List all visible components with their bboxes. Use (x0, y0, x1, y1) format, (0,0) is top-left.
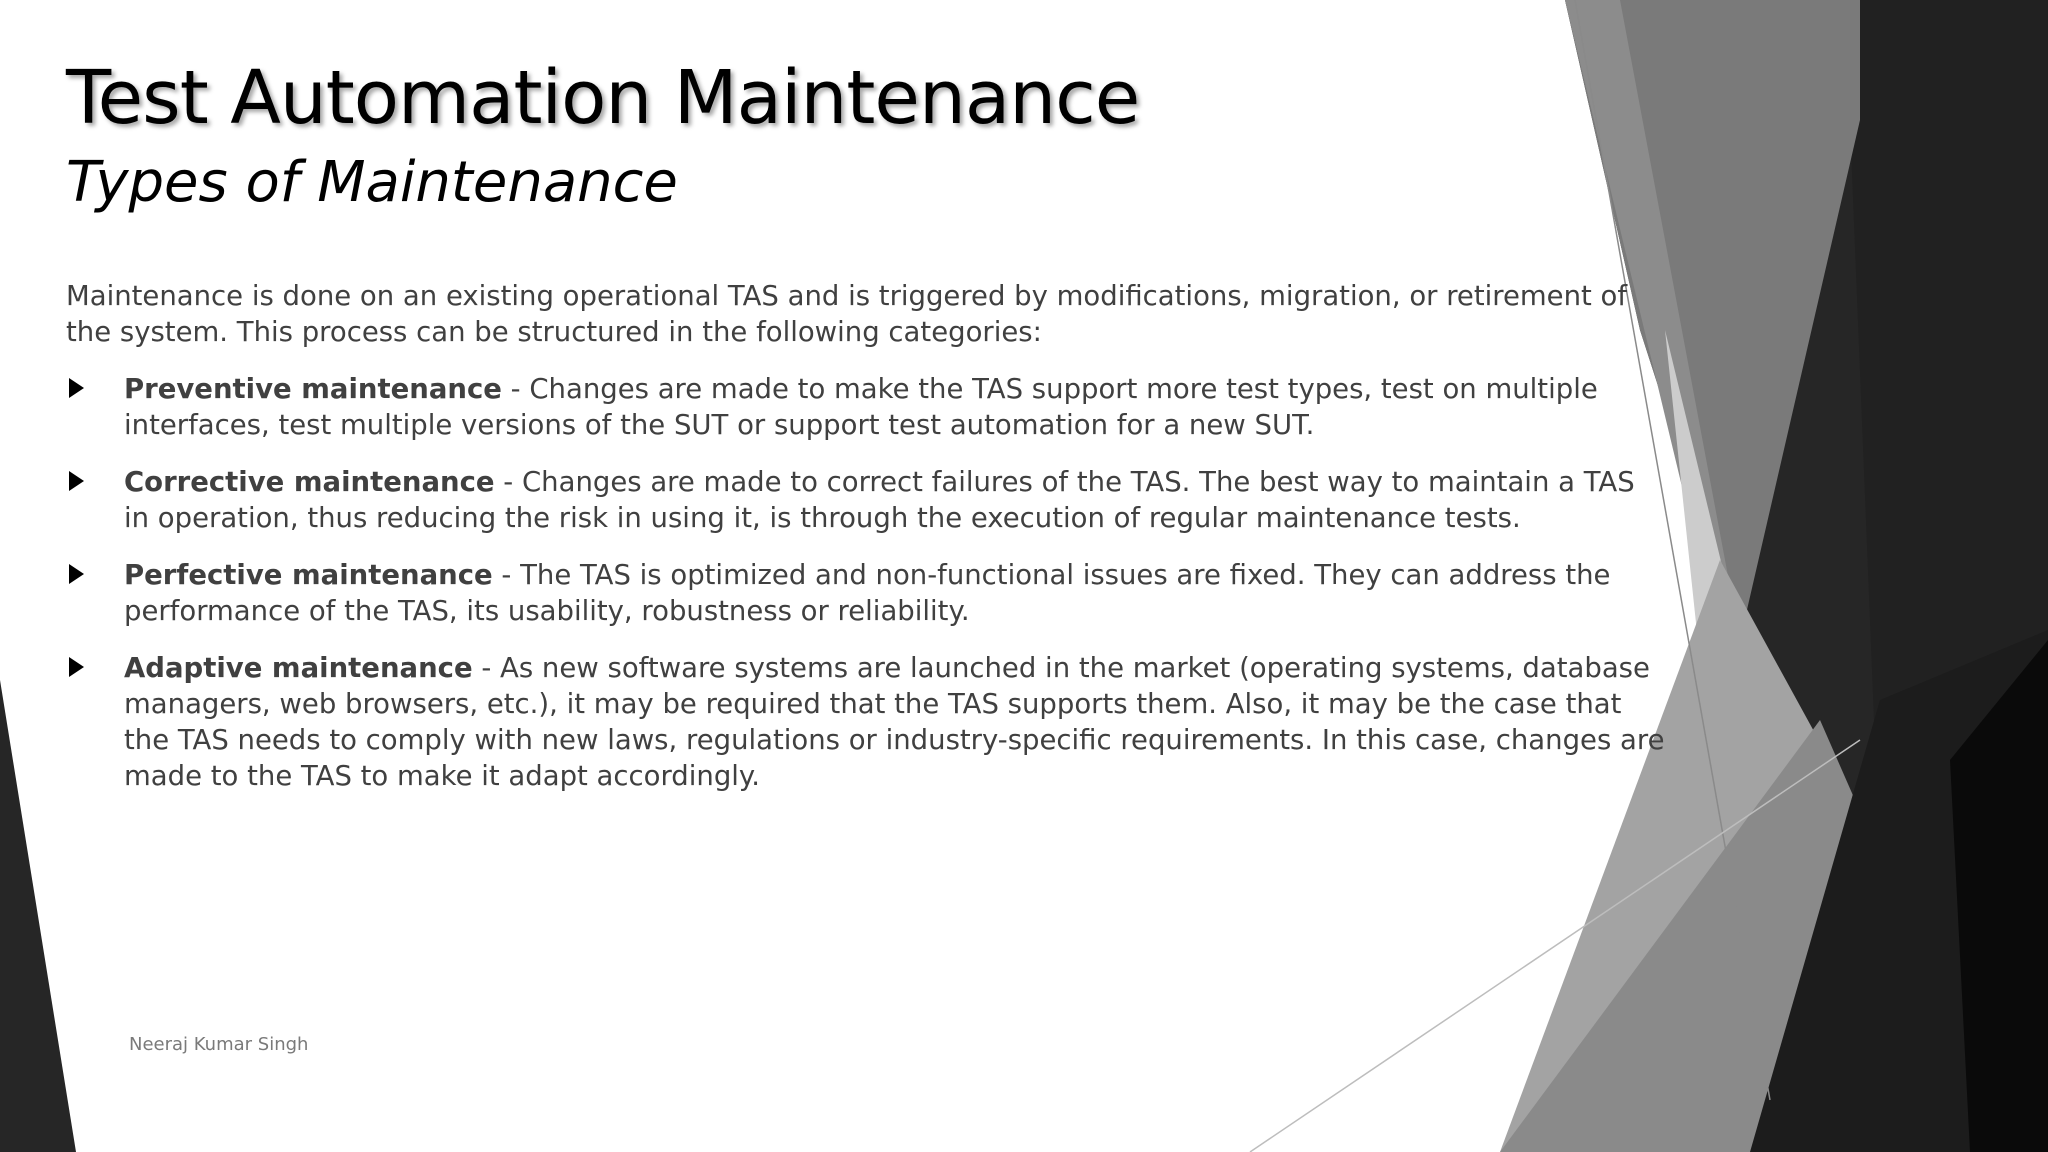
bullet-list (66, 371, 1666, 794)
bullet-separator: - (501, 373, 530, 405)
play-triangle-icon (69, 564, 84, 584)
left-dark-shape (0, 680, 76, 1152)
intro-paragraph: Maintenance is done on an existing operational TAS and is triggered by modifications, migration, or retirement of the system. This process can be structured in the following categories: (66, 280, 1628, 348)
bullet-term: Corrective maintenance (124, 466, 495, 498)
slide-title: Test Automation Maintenance (66, 55, 1140, 141)
bullet-text: Changes are made to correct failures of the TAS. The best way to maintain a TAS in operation, thus reducing the risk in using it, is through the execution of regular maintenance tests. (124, 466, 1635, 534)
play-triangle-icon (69, 378, 84, 398)
bullet-perfective (66, 557, 1666, 629)
bullet-corrective (66, 464, 1666, 536)
footer-author: Neeraj Kumar Singh (129, 1034, 309, 1055)
slide-body (66, 278, 1666, 815)
bullet-text: As new software systems are launched in the market (operating systems, database managers, web browsers, etc.), it may be required that the TAS supports them. Also, it may be the case that the TAS needs to comply with new laws, regulations or industry-specific requirements. In this case, changes are made to the TAS to make it adapt accordingly. (124, 652, 1665, 792)
slide-subtitle: Types of Maintenance (66, 150, 678, 215)
bullet-text: Changes are made to make the TAS support more test types, test on multiple interfaces, test multiple versions of the SUT or support test automation for a new SUT. (124, 373, 1598, 441)
bullet-term: Adaptive maintenance (124, 652, 473, 684)
bullet-text: The TAS is optimized and non-functional issues are fixed. They can address the performance of the TAS, its usability, robustness or reliability. (124, 559, 1611, 627)
bullet-adaptive (66, 650, 1666, 794)
bullet-term: Preventive maintenance (124, 373, 502, 405)
bullet-separator: - (472, 652, 501, 684)
bullet-preventive (66, 371, 1666, 443)
bullet-separator: - (494, 466, 522, 498)
play-triangle-icon (69, 471, 84, 491)
bullet-term: Perfective maintenance (124, 559, 493, 591)
play-triangle-icon (69, 657, 84, 677)
bullet-separator: - (492, 559, 521, 591)
